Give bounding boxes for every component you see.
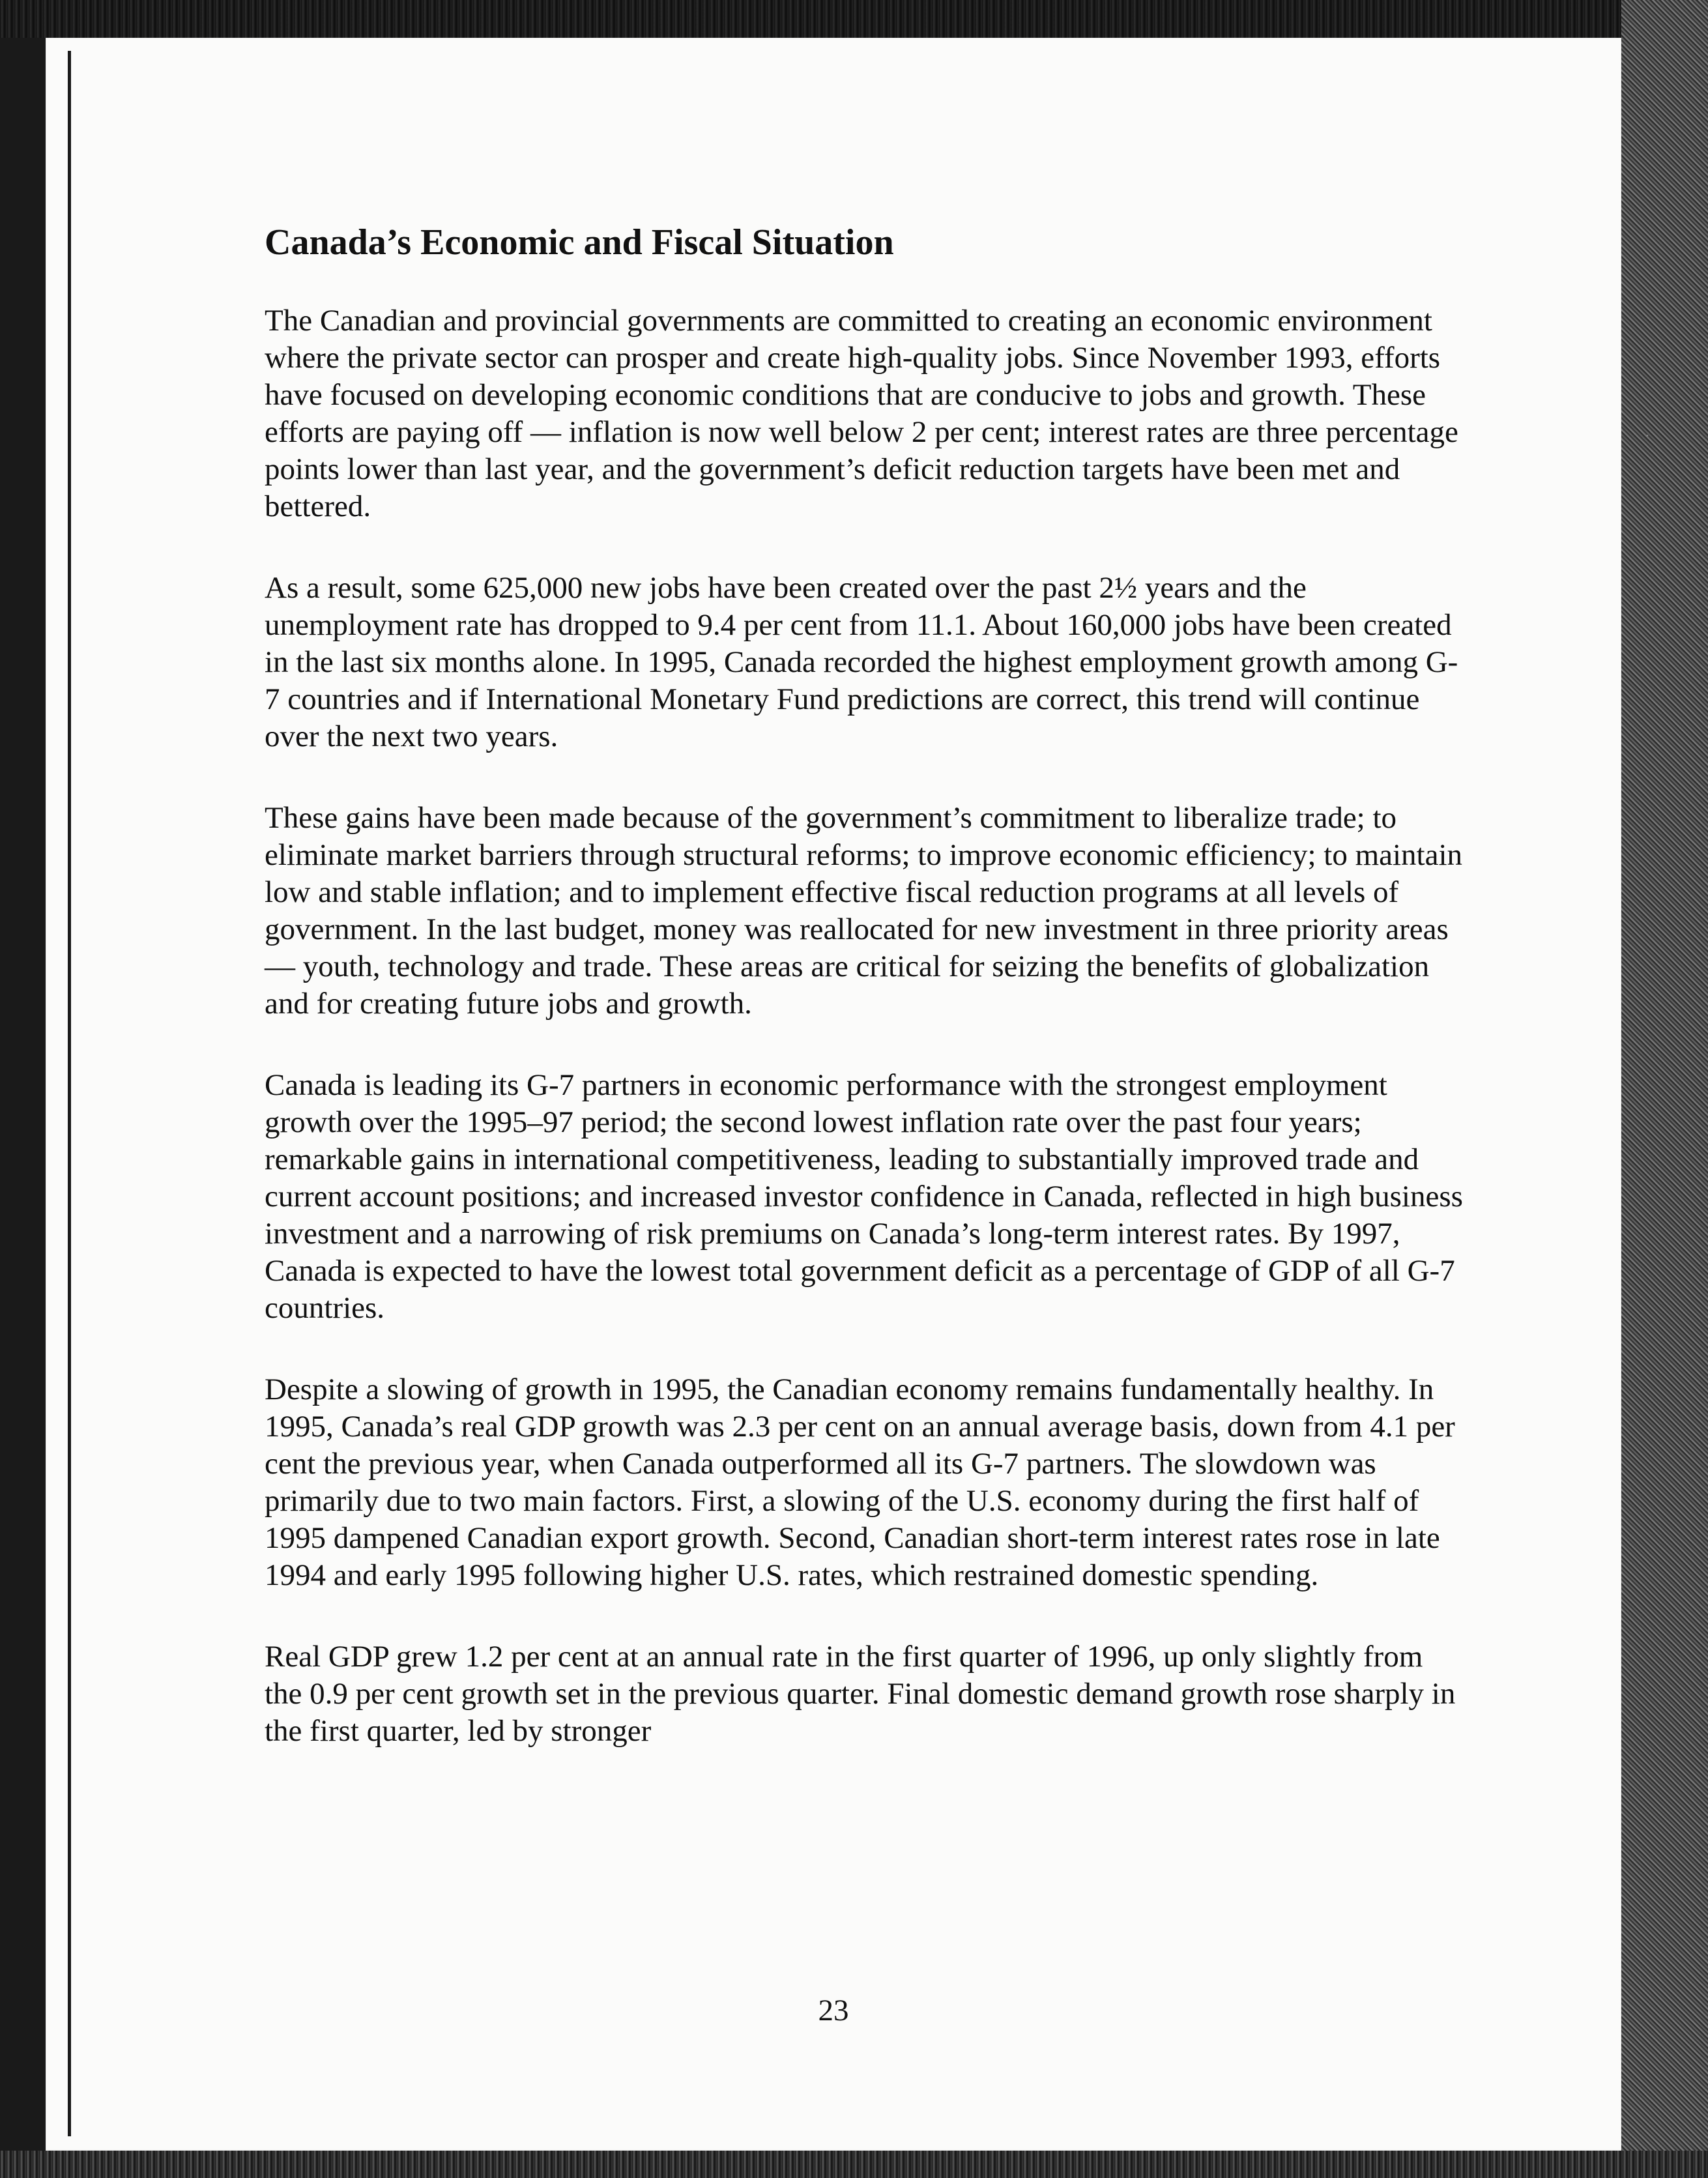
page-title: Canada’s Economic and Fiscal Situation [265,222,894,263]
paragraph-6: Real GDP grew 1.2 per cent at an annual rate in the first quarter of 1996, up only slightly from the 0.9 per cent growth set in the previous quarter. Final domestic demand growth rose sharply in the first quarter, led by stronger [265,1640,1456,1749]
scan-top-edge [0,0,1708,38]
paragraph-2: As a result, some 625,000 new jobs have been created over the past 2½ years and the unemployment rate has dropped to 9.4 per cent from 11.1. About 160,000 jobs have been created in the last six months alone. In 1995, Canada recorded the highest employment growth among G-7 countries and if International Monetary Fund predictions are correct, this trend will continue over the next two years. [265,571,1458,754]
page-content [265,222,1464,1794]
document-page [46,38,1621,2151]
scan-bottom-edge [0,2151,1708,2178]
page-number: 23 [818,1994,849,2027]
binding-edge-line [68,51,71,2136]
paragraph-1: The Canadian and provincial governments are committed to creating an economic environment where the private sector can prosper and create high-quality jobs. Since November 1993, efforts have focused on developing economic conditions that are conducive to jobs and growth. These efforts are paying off — inflation is now well below 2 per cent; interest rates are three percentage points lower than last year, and the government’s deficit reduction targets have been met and bettered. [265,304,1458,524]
paragraph-4: Canada is leading its G-7 partners in economic performance with the strongest employment growth over the 1995–97 period; the second lowest inflation rate over the past four years; remarkable gains in international competitiveness, leading to substantially improved trade and current account positions; and increased investor confidence in Canada, reflected in high business investment and a narrowing of risk premiums on Canada’s long-term interest rates. By 1997, Canada is expected to have the lowest total government deficit as a percentage of GDP of all G-7 countries. [265,1068,1463,1326]
paragraph-5: Despite a slowing of growth in 1995, the Canadian economy remains fundamentally healthy. In 1995, Canada’s real GDP growth was 2.3 per cent on an annual average basis, down from 4.1 per cent the previous year, when Canada outperformed all its G-7 partners. The slowdown was primarily due to two main factors. First, a slowing of the U.S. economy during the first half of 1995 dampened Canadian export growth. Second, Canadian short-term interest rates rose in late 1994 and early 1995 following higher U.S. rates, which restrained domestic spending. [265,1372,1455,1593]
scan-right-edge [1621,0,1708,2178]
paragraph-3: These gains have been made because of the government’s commitment to liberalize trade; to eliminate market barriers through structural reforms; to improve economic efficiency; to maintain low and stable inflation; and to implement effective fiscal reduction programs at all levels of government. In the last budget, money was reallocated for new investment in three priority areas — youth, technology and trade. These areas are critical for seizing the benefits of globalization and for creating future jobs and growth. [265,801,1463,1021]
